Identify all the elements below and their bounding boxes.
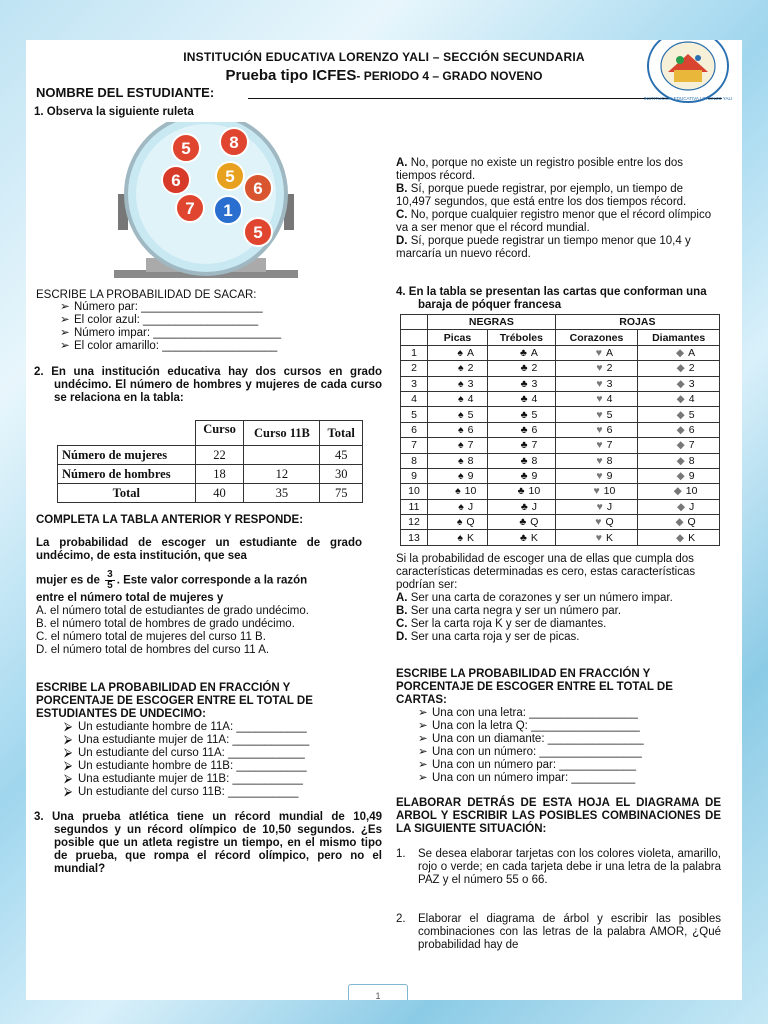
group-header-black: NEGRAS — [428, 315, 556, 330]
card-cell: ♠ Q — [428, 515, 488, 530]
diamond-icon: ◆ — [676, 362, 685, 375]
card-cell: ♣ 5 — [488, 407, 556, 422]
table-row — [401, 499, 720, 514]
card-cell: ♠ A — [428, 345, 488, 360]
list-item: ➢ Una con una letra: _________________ — [418, 707, 638, 719]
card-cell: ♣ 7 — [488, 438, 556, 453]
diamond-icon: ◆ — [676, 439, 685, 452]
q4-title: 4. En la tabla se presentan las cartas que conforman una baraja de póquer francesa — [396, 286, 707, 311]
card-cell: ♠ 10 — [428, 484, 488, 499]
spade-icon: ♠ — [458, 439, 464, 452]
row-number: 13 — [401, 530, 428, 545]
list-item: ⮚ Un estudiante del curso 11A: ____________ — [64, 747, 305, 759]
heart-icon: ♥ — [595, 516, 602, 529]
card-cell: ♠ K — [428, 530, 488, 545]
row-number: 8 — [401, 453, 428, 468]
club-icon: ♣ — [520, 500, 528, 513]
heart-icon: ♥ — [596, 423, 603, 436]
spade-icon: ♠ — [458, 500, 464, 513]
card-cell: ♥ 7 — [555, 438, 638, 453]
card-cell: ♠ 8 — [428, 453, 488, 468]
heart-icon: ♥ — [596, 377, 603, 390]
ball-label: 6 — [171, 171, 181, 190]
ball-label: 1 — [223, 201, 233, 220]
q4-options — [396, 592, 716, 644]
diamond-icon: ◆ — [675, 516, 684, 529]
club-icon: ♣ — [520, 377, 528, 390]
option-d[interactable]: D. Sí, porque puede registrar un tiempo menor que 10,4 y marcaría un nuevo récord. — [396, 235, 691, 260]
list-item: ➢ Una con un número: ________________ — [418, 746, 642, 758]
option-a[interactable]: A. No, porque no existe un registro posible entre los dos tiempos récord. — [396, 157, 684, 182]
club-icon: ♣ — [520, 423, 528, 436]
spade-icon: ♠ — [458, 362, 464, 375]
table-row — [401, 438, 720, 453]
row-number: 9 — [401, 468, 428, 483]
card-cell: ♠ 7 — [428, 438, 488, 453]
diamond-icon: ◆ — [676, 531, 685, 544]
col-header-picas: Picas — [428, 330, 488, 345]
table-row — [401, 468, 720, 483]
list-item: ⮚ Un estudiante del curso 11B: ___________ — [64, 786, 299, 798]
card-cell: ♥ 6 — [555, 422, 638, 437]
worksheet-page — [26, 34, 742, 1000]
q4-list — [398, 707, 728, 785]
option-a[interactable]: A. Ser una carta de corazones y ser un número impar. — [396, 592, 673, 604]
card-cell: ♣ 6 — [488, 422, 556, 437]
card-cell: ♠ 4 — [428, 391, 488, 406]
heart-icon: ♥ — [595, 346, 603, 359]
heart-icon: ♥ — [596, 454, 603, 467]
table-row — [401, 530, 720, 545]
spade-icon: ♠ — [458, 393, 464, 406]
club-icon: ♣ — [520, 408, 528, 421]
table-row — [401, 407, 720, 422]
option-b[interactable]: B. el número total de hombres de grado undécimo. — [36, 618, 295, 630]
row-number: 10 — [401, 484, 428, 499]
card-cell: ♣ 9 — [488, 468, 556, 483]
complete-instruction: COMPLETA LA TABLA ANTERIOR Y RESPONDE: — [36, 514, 304, 526]
spade-icon: ♠ — [458, 377, 464, 390]
option-d[interactable]: D. Ser una carta roja y ser de picas. — [396, 631, 580, 643]
q4-prompt: ESCRIBE LA PROBABILIDAD EN FRACCIÓN Y PORCENTAJE DE ESCOGER ENTRE EL TOTAL DE CARTAS: — [396, 668, 673, 706]
list-item: ➢ Número par: ___________________ — [60, 301, 263, 313]
row-number: 7 — [401, 438, 428, 453]
card-cell: ♥ 9 — [555, 468, 638, 483]
diamond-icon: ◆ — [676, 454, 685, 467]
q1-title: 1. Observa la siguiente ruleta — [34, 106, 194, 118]
card-cell: ♥ 10 — [555, 484, 638, 499]
q1-prompt: ESCRIBE LA PROBABILIDAD DE SACAR: — [36, 289, 257, 301]
q2-list — [44, 721, 374, 799]
heart-icon: ♥ — [596, 439, 603, 452]
heart-icon: ♥ — [596, 362, 603, 375]
card-cell: ♣ A — [488, 345, 556, 360]
table-row — [401, 422, 720, 437]
club-icon: ♣ — [520, 439, 528, 452]
table-head-11a: Curso — [195, 421, 244, 446]
heart-icon: ♥ — [596, 470, 603, 483]
table-row — [401, 484, 720, 499]
card-cell: ◆ 8 — [638, 453, 720, 468]
ball-label: 8 — [229, 133, 239, 152]
card-cell: ♠ 2 — [428, 361, 488, 376]
card-cell: ◆ K — [638, 530, 720, 545]
card-cell: ♠ 6 — [428, 422, 488, 437]
table-row — [401, 376, 720, 391]
card-cell: ♣ 10 — [488, 484, 556, 499]
ball-label: 6 — [253, 179, 263, 198]
spade-icon: ♠ — [455, 485, 461, 498]
card-cell: ◆ 3 — [638, 376, 720, 391]
diamond-icon: ◆ — [676, 346, 685, 359]
diamond-icon: ◆ — [676, 423, 685, 436]
list-item: ⮚ Un estudiante hombre de 11B: ___________ — [64, 760, 307, 772]
card-cell: ♥ 2 — [555, 361, 638, 376]
spade-icon: ♠ — [457, 531, 463, 544]
card-cell: ♥ K — [555, 530, 638, 545]
diamond-icon: ◆ — [676, 408, 685, 421]
option-d[interactable]: D. el número total de hombres del curso 11 A. — [36, 644, 270, 656]
club-icon: ♣ — [519, 531, 527, 544]
table-row: Número de mujeres 22 45 — [58, 446, 363, 465]
q4-question: Si la probabilidad de escoger una de ellas que cumpla dos características determinadas es cero, estas características podrían ser: — [396, 553, 696, 591]
spade-icon: ♠ — [458, 454, 464, 467]
option-c[interactable]: C. Ser la carta roja K y ser de diamantes. — [396, 618, 607, 630]
card-cell: ♠ 9 — [428, 468, 488, 483]
table-row — [401, 391, 720, 406]
club-icon: ♣ — [520, 362, 528, 375]
card-cell: ◆ 2 — [638, 361, 720, 376]
card-cell: ♥ 4 — [555, 391, 638, 406]
q2-title: 2. En una institución educativa hay dos cursos en grado undécimo. El número de hombres y mujeres de cada curso se relaciona en la tabla: — [34, 366, 382, 404]
spade-icon: ♠ — [458, 423, 464, 436]
heart-icon: ♥ — [596, 500, 603, 513]
card-cell: ♥ Q — [555, 515, 638, 530]
spade-icon: ♠ — [457, 346, 463, 359]
row-number: 12 — [401, 515, 428, 530]
row-number: 3 — [401, 376, 428, 391]
card-cell: ♣ 2 — [488, 361, 556, 376]
row-number: 4 — [401, 391, 428, 406]
card-cell: ◆ 5 — [638, 407, 720, 422]
club-icon: ♣ — [519, 346, 527, 359]
card-cell: ◆ 7 — [638, 438, 720, 453]
heart-icon: ♥ — [595, 531, 603, 544]
card-cell: ◆ Q — [638, 515, 720, 530]
list-item: ➢ El color azul: __________________ — [60, 314, 259, 326]
option-a[interactable]: A. el número total de estudiantes de grado undécimo. — [36, 605, 309, 617]
table-row: Número de hombres 18 12 30 — [58, 465, 363, 484]
tree-item-1: 1. Se desea elaborar tarjetas con los colores violeta, amarillo, rojo o verde; en cada tarjeta debe ir una letra de la palabra PAZ y el número 55 o 66. — [396, 848, 721, 886]
row-number: 11 — [401, 499, 428, 514]
card-cell: ♥ J — [555, 499, 638, 514]
cards-table — [400, 314, 720, 546]
q3-title: 3. Una prueba atlética tiene un récord mundial de 10,49 segundos y un récord olímpico de 10,50 segundos. ¿Es posible que un atleta registre un tiempo, en el mismo tipo de prueba, que rompa el récord olímpico, pero no el mundial? — [34, 811, 382, 875]
list-item: ➢ Una con la letra Q: _________________ — [418, 720, 640, 732]
card-cell: ♣ Q — [488, 515, 556, 530]
card-cell: ♣ K — [488, 530, 556, 545]
q3-options — [396, 157, 716, 261]
col-header-treboles: Tréboles — [488, 330, 556, 345]
col-header-corazones: Corazones — [555, 330, 638, 345]
card-cell: ♥ 8 — [555, 453, 638, 468]
school-seal-icon: CIENCIA · PAZ · TRABAJO INSTITUCIÓN EDUCATIVA LORENZO YALI — [644, 40, 732, 106]
row-number: 2 — [401, 361, 428, 376]
school-title: INSTITUCIÓN EDUCATIVA LORENZO YALI – SECCIÓN SECUNDARIA — [183, 50, 585, 64]
card-cell: ◆ 6 — [638, 422, 720, 437]
spade-icon: ♠ — [456, 516, 463, 529]
table-head-total: Total — [320, 421, 363, 446]
list-item: ➢ El color amarillo: __________________ — [60, 340, 278, 352]
diamond-icon: ◆ — [676, 500, 686, 513]
list-item: ➢ Una con un número impar: __________ — [418, 772, 636, 784]
page-number: 1 — [348, 984, 408, 1000]
diamond-icon: ◆ — [676, 377, 685, 390]
row-number: 5 — [401, 407, 428, 422]
list-item: ⮚ Un estudiante hombre de 11A: ___________ — [64, 721, 307, 733]
card-cell: ◆ 10 — [638, 484, 720, 499]
tree-item-2: 2. Elaborar el diagrama de árbol y escribir las posibles combinaciones con las letras de la palabra AMOR, ¿Qué probabilidad hay de — [396, 913, 721, 951]
card-cell: ♣ 4 — [488, 391, 556, 406]
q2-paragraph-end: entre el número total de mujeres y — [36, 592, 224, 604]
club-icon: ♣ — [519, 516, 527, 529]
card-cell: ♥ 5 — [555, 407, 638, 422]
ball-label: 5 — [225, 167, 235, 186]
test-title — [134, 67, 634, 84]
heart-icon: ♥ — [596, 393, 603, 406]
club-icon: ♣ — [520, 470, 528, 483]
heart-icon: ♥ — [596, 408, 603, 421]
card-cell: ♠ 3 — [428, 376, 488, 391]
table-row: Total 40 35 75 — [58, 484, 363, 503]
spade-icon: ♠ — [458, 408, 464, 421]
list-item: ➢ Una con un número par: ____________ — [418, 759, 636, 771]
card-cell: ◆ A — [638, 345, 720, 360]
fraction: $\frac{3}{5}$ — [107, 569, 113, 591]
tree-items — [396, 848, 721, 952]
student-name-label: NOMBRE DEL ESTUDIANTE: — [36, 85, 215, 100]
tree-title: ELABORAR DETRÁS DE ESTA HOJA EL DIAGRAMA DE ARBOL Y ESCRIBIR LAS POSIBLES COMBINACIONES DE LA SIGUIENTE SITUACIÓN: — [396, 797, 721, 835]
card-cell: ♣ 3 — [488, 376, 556, 391]
list-item: ➢ Número impar: ____________________ — [60, 327, 282, 339]
ball-label: 5 — [181, 139, 191, 158]
row-number: 6 — [401, 422, 428, 437]
missing-cell[interactable] — [244, 446, 320, 465]
option-b[interactable]: B. Sí, porque puede registrar, por ejemplo, un tiempo de 10,497 segundos, que está entre los dos tiempos récord. — [396, 183, 687, 208]
card-cell: ◆ 9 — [638, 468, 720, 483]
card-cell: ♣ 8 — [488, 453, 556, 468]
group-header-red: ROJAS — [555, 315, 719, 330]
card-cell: ♠ J — [428, 499, 488, 514]
club-icon: ♣ — [520, 393, 528, 406]
club-icon: ♣ — [520, 454, 528, 467]
card-cell: ◆ J — [638, 499, 720, 514]
spade-icon: ♠ — [458, 470, 464, 483]
q2-prompt: ESCRIBE LA PROBABILIDAD EN FRACCIÓN Y PORCENTAJE DE ESCOGER ENTRE EL TOTAL DE ESTUDIANTES DE UNDECIMO: — [36, 682, 313, 720]
ball-label: 5 — [253, 223, 263, 242]
card-cell: ♠ 5 — [428, 407, 488, 422]
students-table — [57, 420, 363, 503]
row-number: 1 — [401, 345, 428, 360]
option-b[interactable]: B. Ser una carta negra y ser un número par. — [396, 605, 622, 617]
diamond-icon: ◆ — [673, 485, 682, 498]
card-cell: ♣ J — [488, 499, 556, 514]
list-item: ⮚ Una estudiante mujer de 11B: ___________ — [64, 773, 303, 785]
club-icon: ♣ — [517, 485, 525, 498]
table-row — [401, 515, 720, 530]
option-c[interactable]: C. el número total de mujeres del curso 11 B. — [36, 631, 266, 643]
list-item: ➢ Una con un diamante: _______________ — [418, 733, 644, 745]
q2-paragraph-fraction: mujer es de $\frac{3}{5}$ . Este valor corresponde a la razón — [36, 569, 308, 591]
seal-bottom-text: INSTITUCIÓN EDUCATIVA LORENZO YALI — [644, 96, 732, 101]
table-head-11b: Curso 11B — [244, 421, 320, 446]
test-title-main: Prueba tipo ICFES — [225, 67, 357, 84]
q2-options — [36, 605, 336, 657]
test-title-period: - PERIODO 4 – GRADO NOVENO — [356, 69, 543, 83]
table-row — [401, 361, 720, 376]
table-row — [401, 453, 720, 468]
list-item: ⮚ Una estudiante mujer de 11A: ____________ — [64, 734, 310, 746]
table-row — [401, 345, 720, 360]
diamond-icon: ◆ — [676, 393, 685, 406]
card-cell: ♥ A — [555, 345, 638, 360]
heart-icon: ♥ — [593, 485, 600, 498]
q2-paragraph: La probabilidad de escoger un estudiante de grado undécimo, de esta institución, que sea — [36, 537, 362, 562]
diamond-icon: ◆ — [676, 470, 685, 483]
ball-label: 7 — [185, 199, 195, 218]
lottery-drum-image — [106, 122, 306, 282]
card-cell: ♥ 3 — [555, 376, 638, 391]
q1-list — [40, 301, 370, 353]
col-header-diamantes: Diamantes — [638, 330, 720, 345]
card-cell: ◆ 4 — [638, 391, 720, 406]
option-c[interactable]: C. No, porque cualquier registro menor que el récord olímpico va a ser menor que el récord mundial. — [396, 209, 712, 234]
